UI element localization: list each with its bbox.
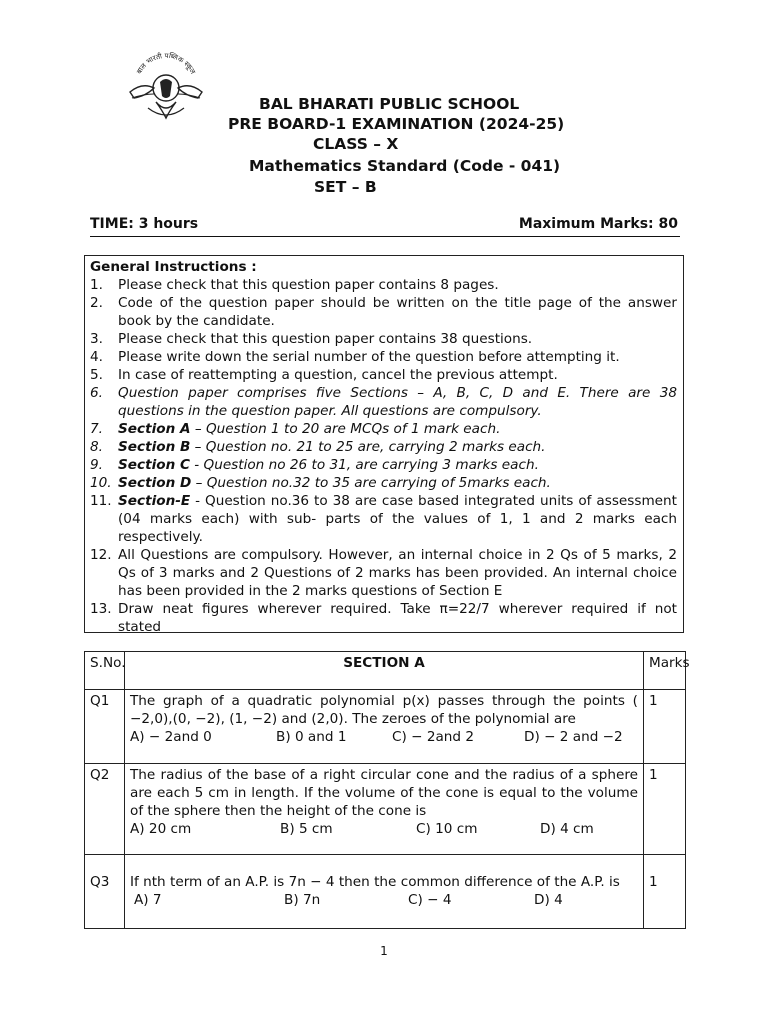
instruction-text: Please check that this question paper contains 38 questions.	[118, 331, 533, 347]
option-d: D) 4	[534, 892, 563, 908]
instruction-item	[90, 546, 677, 600]
instruction-number: 3.	[90, 331, 103, 347]
instruction-item	[90, 456, 677, 474]
instruction-text: Question paper comprises five Sections – A, B, C, D and E. There are 38 questions in the question paper. All questions are compulsory.	[118, 385, 677, 419]
page-number: 1	[380, 944, 388, 958]
marks-header: Marks	[644, 652, 686, 690]
question-marks: 1	[644, 855, 686, 929]
general-instructions-box	[84, 255, 684, 633]
class-label: CLASS – X	[313, 135, 399, 153]
instruction-number: 9.	[90, 457, 103, 473]
instructions-title: General Instructions :	[90, 259, 257, 275]
question-marks: 1	[644, 690, 686, 764]
instruction-text: Please write down the serial number of the question before attempting it.	[118, 349, 620, 365]
instruction-text: All Questions are compulsory. However, an internal choice in 2 Qs of 5 marks, 2 Qs of 3 marks and 2 Questions of 2 marks has been provided. An internal choice has been provided in the 2 marks questions of Section E	[118, 547, 677, 599]
instruction-item	[90, 276, 677, 294]
question-number: Q1	[85, 690, 125, 764]
section-name: Section-E	[118, 493, 191, 509]
instruction-item	[90, 438, 677, 456]
instruction-item	[90, 600, 677, 636]
instruction-item	[90, 492, 677, 546]
instruction-number: 5.	[90, 367, 103, 383]
option-b: B) 0 and 1	[276, 729, 347, 745]
max-marks-label: Maximum Marks: 80	[518, 216, 678, 232]
instruction-text: In case of reattempting a question, cancel the previous attempt.	[118, 367, 558, 383]
question-marks: 1	[644, 764, 686, 855]
instruction-number: 6.	[90, 385, 103, 401]
instruction-number: 4.	[90, 349, 103, 365]
section-name: Section D	[118, 475, 192, 491]
option-d: D) − 2 and −2	[524, 729, 623, 745]
option-b: B) 7n	[284, 892, 321, 908]
instruction-text: Code of the question paper should be written on the title page of the answer book by the candidate.	[118, 295, 677, 329]
instruction-number: 7.	[90, 421, 103, 437]
instruction-item	[90, 294, 677, 330]
question-text: The radius of the base of a right circular cone and the radius of a sphere are each 5 cm in length. If the volume of the cone is equal to the volume of the sphere then the height of the cone is	[130, 767, 638, 819]
option-a: A) 7	[134, 892, 162, 908]
option-a: A) − 2and 0	[130, 729, 212, 745]
options-row	[130, 820, 638, 838]
instruction-item	[90, 420, 677, 438]
table-row	[85, 855, 686, 929]
instruction-item	[90, 366, 677, 384]
instruction-text: – Question no.32 to 35 are carrying of 5marks each.	[191, 475, 551, 491]
instruction-number: 10.	[90, 475, 112, 491]
instruction-text: – Question 1 to 20 are MCQs of 1 mark each.	[190, 421, 501, 437]
question-number: Q3	[85, 855, 125, 929]
question-cell	[125, 764, 644, 855]
option-a: A) 20 cm	[130, 821, 192, 837]
section-name: Section A	[118, 421, 191, 437]
set-label: SET – B	[314, 178, 377, 196]
section-name: Section B	[118, 439, 191, 455]
instruction-number: 12.	[90, 547, 112, 563]
option-c: C) − 4	[408, 892, 452, 908]
exam-title: PRE BOARD-1 EXAMINATION (2024-25)	[228, 115, 565, 133]
instructions-list	[90, 276, 677, 636]
section-name: Section C	[118, 457, 190, 473]
option-c: C) − 2and 2	[392, 729, 475, 745]
instruction-number: 8.	[90, 439, 103, 455]
time-marks-row	[90, 214, 680, 237]
table-header-row	[85, 652, 686, 690]
table-row	[85, 690, 686, 764]
instruction-text: - Question no.36 to 38 are case based integrated units of assessment (04 marks each) with sub- parts of the values of 1, 1 and 2 marks each respectively.	[118, 493, 677, 545]
school-logo-icon	[126, 52, 206, 124]
instruction-number: 13.	[90, 601, 112, 617]
instruction-number: 11.	[90, 493, 112, 509]
instruction-text: – Question no. 21 to 25 are, carrying 2 marks each.	[190, 439, 546, 455]
option-b: B) 5 cm	[280, 821, 333, 837]
logo-text: बाल भारती पब्लिक स्कूल	[135, 52, 197, 76]
instruction-item	[90, 474, 677, 492]
instruction-text: Please check that this question paper contains 8 pages.	[118, 277, 499, 293]
option-d: D) 4 cm	[540, 821, 594, 837]
instruction-number: 1.	[90, 277, 103, 293]
options-row	[130, 891, 638, 909]
instruction-text: - Question no 26 to 31, are carrying 3 marks each.	[189, 457, 539, 473]
section-a-table	[84, 651, 690, 929]
svg-text:बाल भारती पब्लिक स्कूल	[135, 52, 197, 76]
options-row	[130, 728, 638, 746]
sno-header: S.No.	[85, 652, 125, 690]
instruction-item	[90, 348, 677, 366]
instruction-item	[90, 330, 677, 348]
question-cell	[125, 690, 644, 764]
question-cell	[125, 855, 644, 929]
subject-label: Mathematics Standard (Code - 041)	[249, 157, 561, 175]
option-c: C) 10 cm	[416, 821, 478, 837]
time-label: TIME: 3 hours	[90, 216, 199, 232]
school-name: BAL BHARATI PUBLIC SCHOOL	[259, 95, 520, 113]
question-text: If nth term of an A.P. is 7n − 4 then the common difference of the A.P. is	[130, 874, 620, 890]
section-a-header: SECTION A	[125, 652, 644, 690]
table-row	[85, 764, 686, 855]
question-text: The graph of a quadratic polynomial p(x) passes through the points ( −2,0),(0, −2), (1, −2) and (2,0). The zeroes of the polynomial are	[130, 693, 638, 727]
instruction-number: 2.	[90, 295, 103, 311]
instruction-text: Draw neat figures wherever required. Take π=22/7 wherever required if not stated	[118, 601, 677, 635]
instruction-item	[90, 384, 677, 420]
question-number: Q2	[85, 764, 125, 855]
